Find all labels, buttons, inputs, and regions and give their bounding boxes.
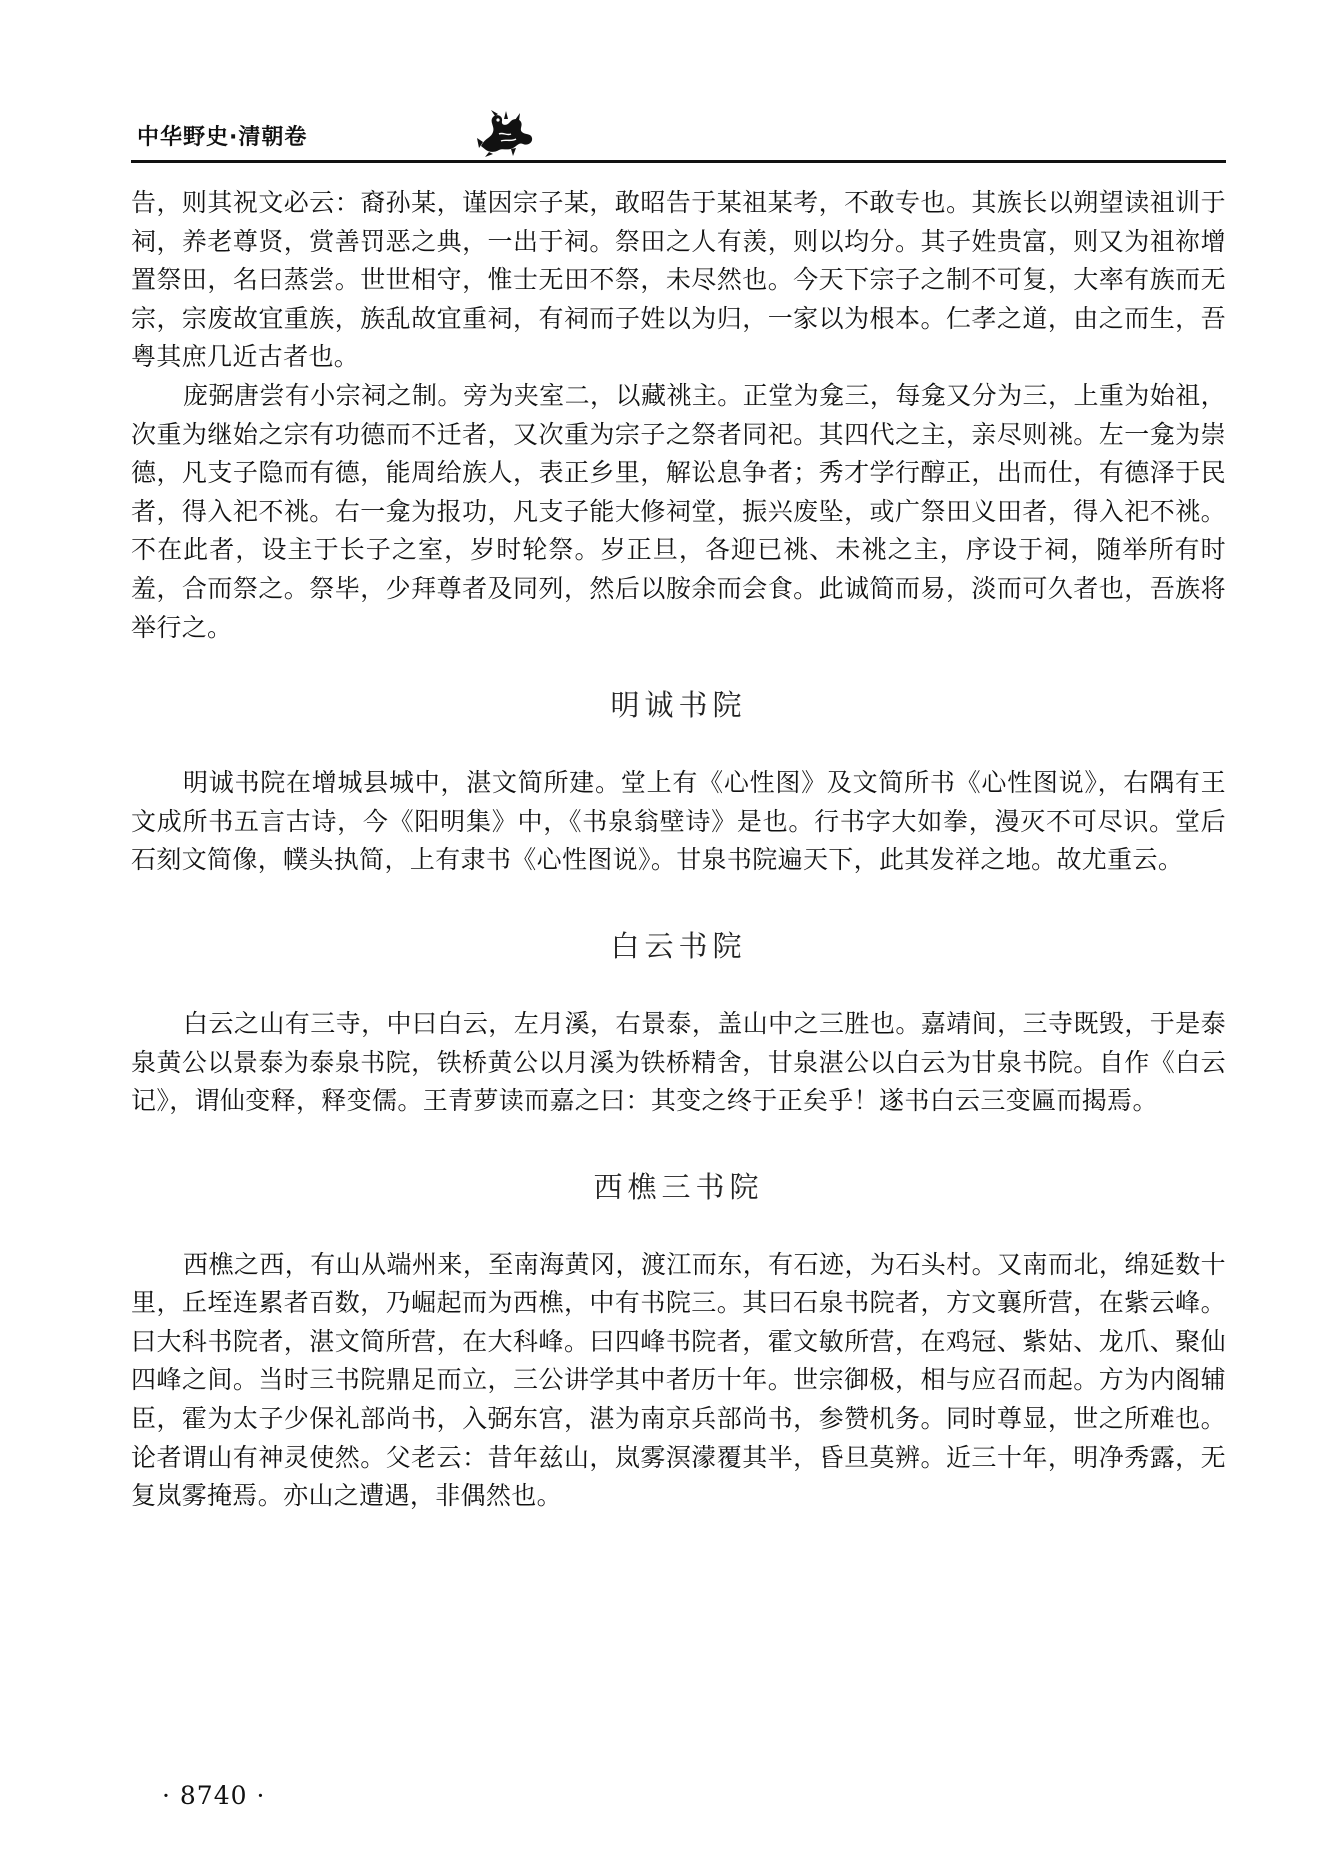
page-body — [131, 184, 1226, 1516]
section-heading-xiqiao: 西樵三书院 — [593, 1169, 764, 1204]
section-heading-mingcheng: 明诚书院 — [610, 688, 747, 723]
section-text-baiyun: 白云之山有三寺，中曰白云，左月溪，右景泰，盖山中之三胜也。嘉靖间，三寺既毁，于是泰泉黄公以景泰为泰泉书院，铁桥黄公以月溪为铁桥精舍，甘泉湛公以白云为甘泉书院。自作《白云记》，谓仙变释，释变儒。王青萝读而嘉之曰：其变之终于正矣乎！遂书白云三变匾而揭焉。 — [131, 1008, 1226, 1116]
paragraph-continued: 告，则其祝文必云：裔孙某，谨因宗子某，敢昭告于某祖某考，不敢专也。其族长以朔望读祖训于祠，养老尊贤，赏善罚恶之典，一出于祠。祭田之人有羡，则以均分。其子姓贵富，则又为祖祢增置祭田，名曰蒸尝。世世相守，惟士无田不祭，未尽然也。今天下宗子之制不可复，大率有族而无宗，宗废故宜重族，族乱故宜重祠，有祠而子姓以为归，一家以为根本。仁孝之道，由之而生，吾粤其庶几近古者也。 — [131, 188, 1226, 372]
dragon-emblem-icon — [471, 108, 537, 158]
running-header — [131, 108, 1226, 162]
page-number: · 8740 · — [162, 1781, 266, 1810]
section-text-xiqiao: 西樵之西，有山从端州来，至南海黄冈，渡江而东，有石迹，为石头村。又南而北，绵延数十里，丘垤连累者百数，乃崛起而为西樵，中有书院三。其曰石泉书院者，方文襄所营，在紫云峰。曰大科书院者，湛文简所营，在大科峰。曰四峰书院者，霍文敏所营，在鸡冠、紫姑、龙爪、聚仙四峰之间。当时三书院鼎足而立，三公讲学其中者历十年。世宗御极，相与应召而起。方为内阁辅臣，霍为太子少保礼部尚书，入弼东宫，湛为南京兵部尚书，参赞机务。同时尊显，世之所难也。论者谓山有神灵使然。父老云：昔年兹山，岚雾溟濛覆其半，昏旦莫辨。近三十年，明净秀露，无复岚雾掩焉。亦山之遭遇，非偶然也。 — [131, 1249, 1226, 1511]
book-title: 中华野史·清朝卷 — [137, 125, 308, 150]
section-text-mingcheng: 明诚书院在增城县城中，湛文简所建。堂上有《心性图》及文简所书《心性图说》，右隅有王文成所书五言古诗，今《阳明集》中，《书泉翁壁诗》是也。行书字大如拳，漫灭不可尽识。堂后石刻文简像，幞头执简，上有隶书《心性图说》。甘泉书院遍天下，此其发祥之地。故尤重云。 — [131, 768, 1226, 875]
paragraph-pang-bitang: 庞弼唐尝有小宗祠之制。旁为夹室二，以藏祧主。正堂为龛三，每龛又分为三，上重为始祖，次重为继始之宗有功德而不迁者，又次重为宗子之祭者同祀。其四代之主，亲尽则祧。左一龛为崇德，凡支子隐而有德，能周给族人，表正乡里，解讼息争者；秀才学行醇正，出而仕，有德泽于民者，得入祀不祧。右一龛为报功，凡支子能大修祠堂，振兴废坠，或广祭田义田者，得入祀不祧。不在此者，设主于长子之室，岁时轮祭。岁正旦，各迎已祧、未祧之主，序设于祠，随举所有时羞，合而祭之。祭毕，少拜尊者及同列，然后以胺余而会食。此诚简而易，淡而可久者也，吾族将举行之。 — [131, 380, 1226, 642]
section-heading-baiyun: 白云书院 — [610, 928, 747, 963]
header-rule — [131, 160, 1226, 163]
